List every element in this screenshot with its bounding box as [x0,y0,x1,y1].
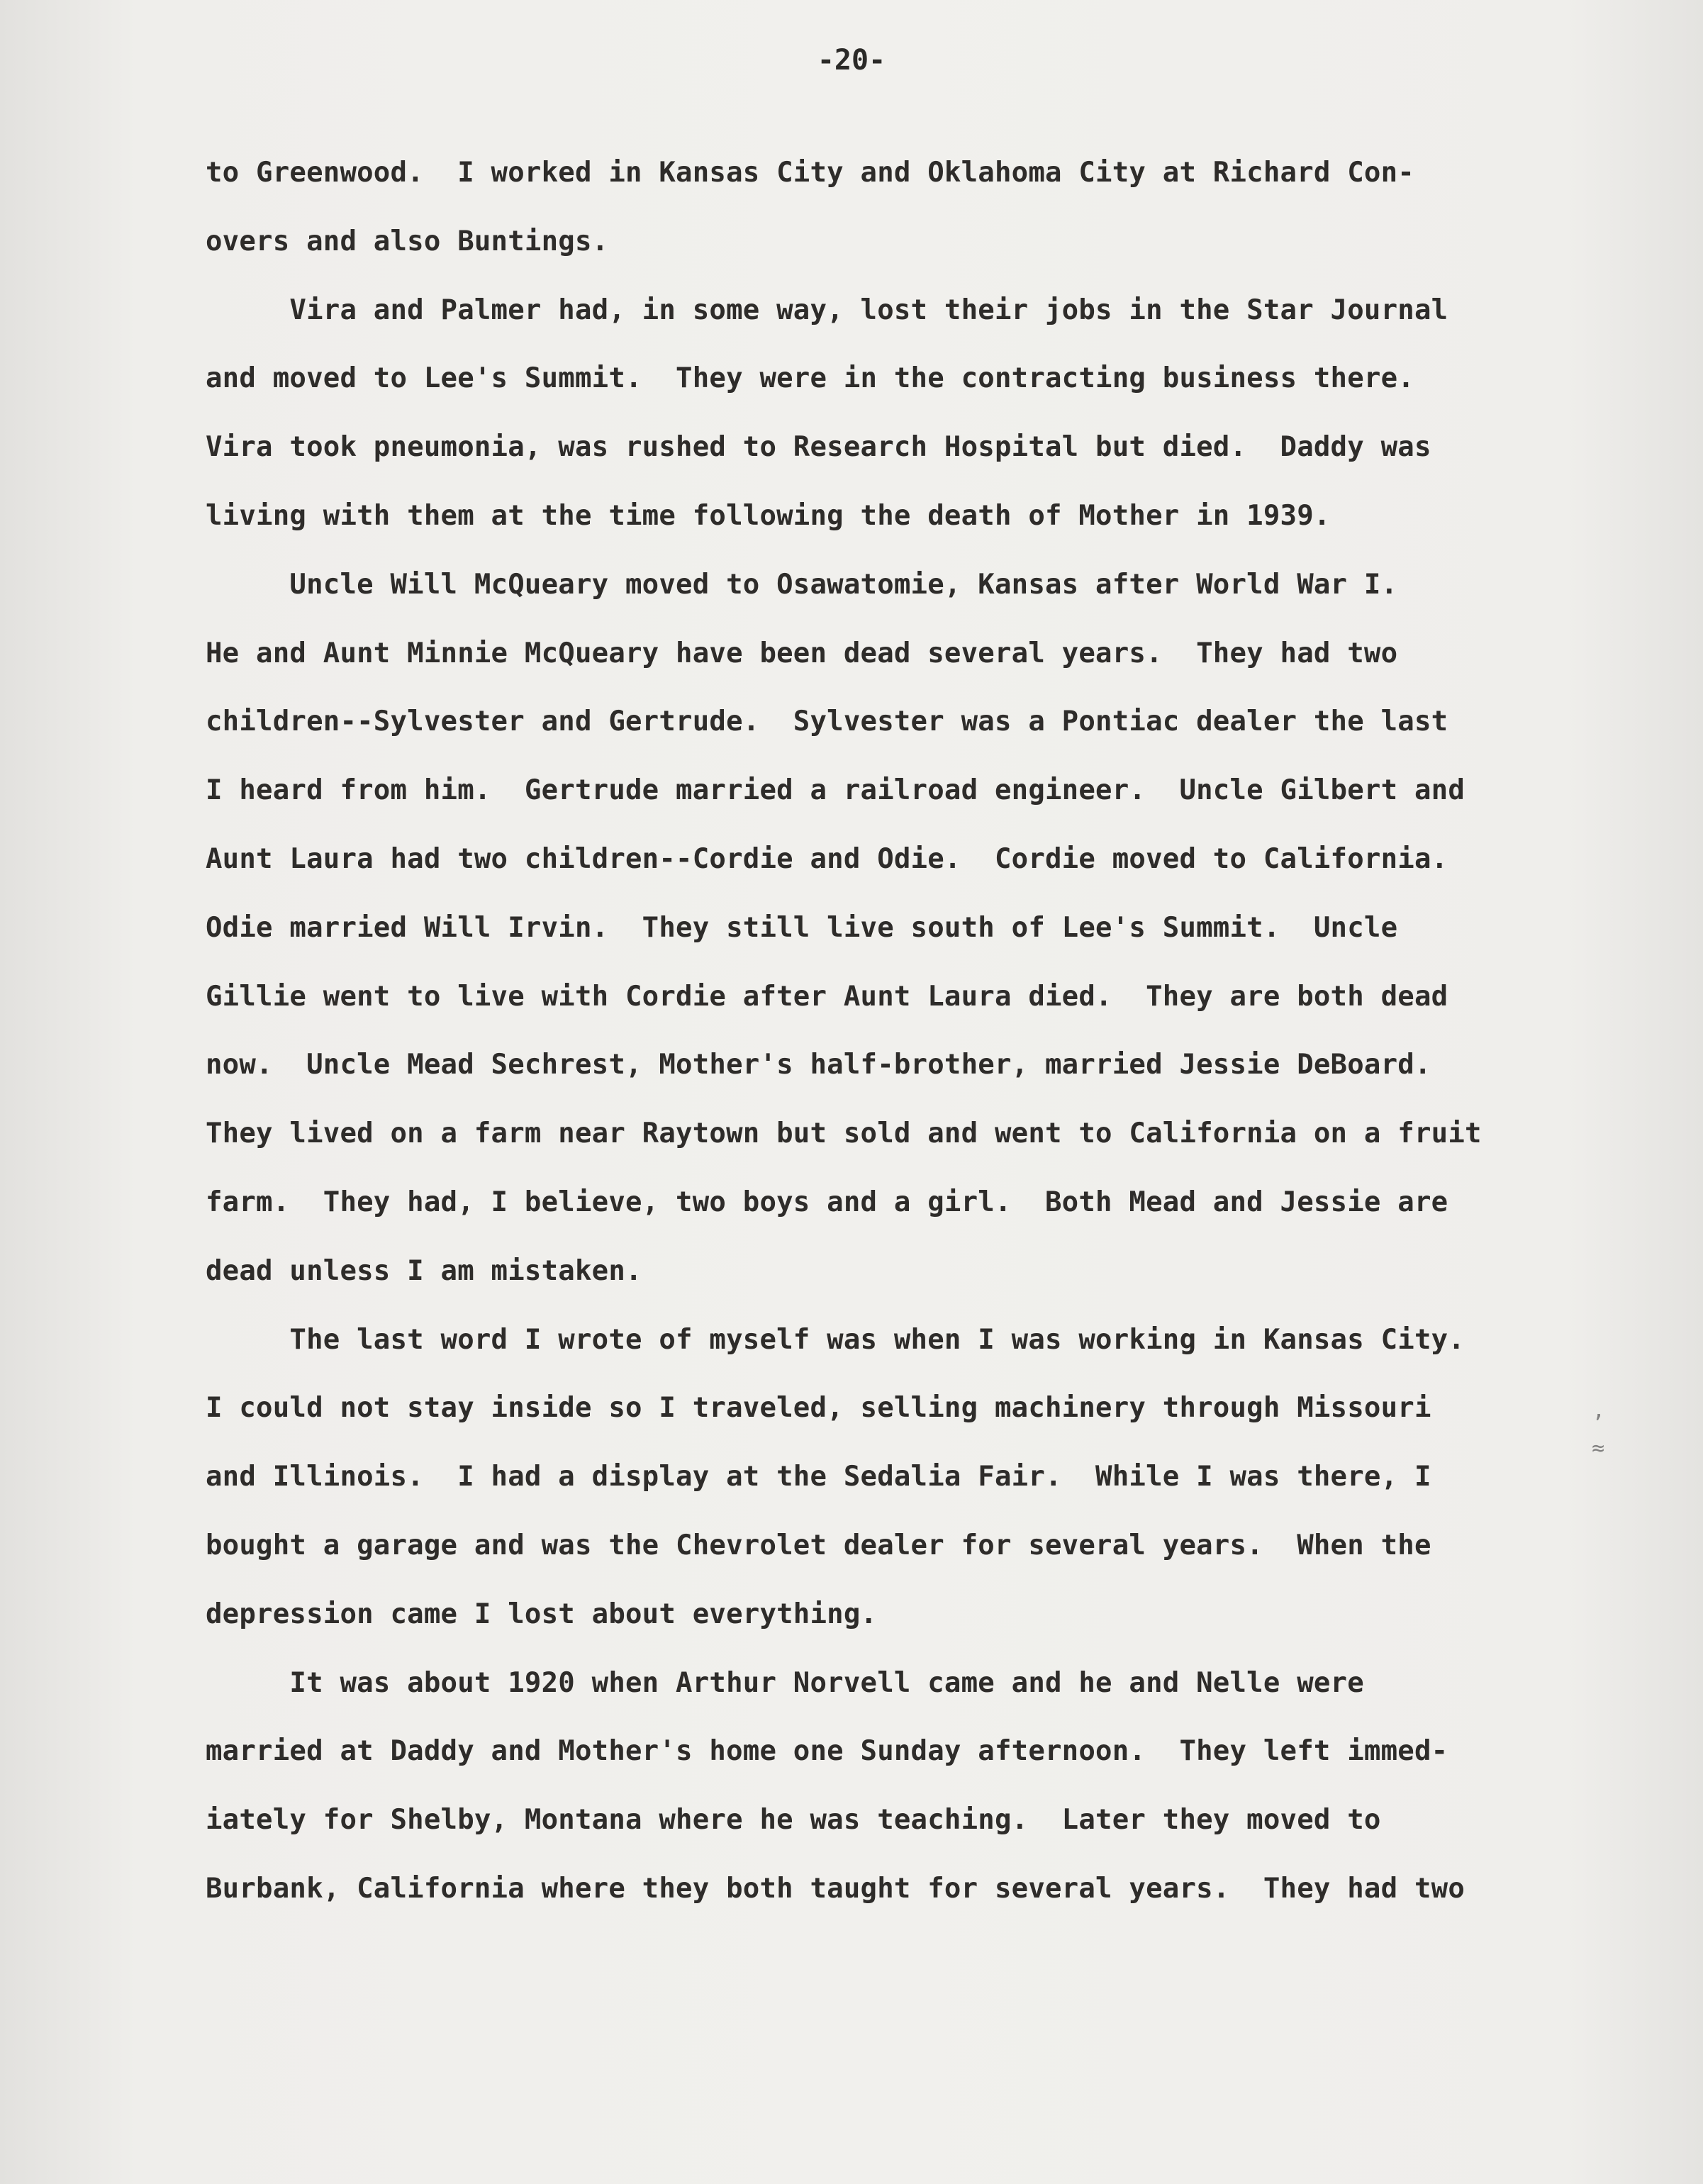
text-line: children--Sylvester and Gertrude. Sylvester was a Pontiac dealer the last [206,706,1448,737]
text-line: Uncle Will McQueary moved to Osawatomie, Kansas after World War I. [206,569,1398,601]
page-number: -20- [817,44,886,77]
text-line: They lived on a farm near Raytown but sold and went to California on a fruit [206,1118,1482,1149]
text-line: Odie married Will Irvin. They still live south of Lee's Summit. Uncle [206,912,1398,944]
text-line: now. Uncle Mead Sechrest, Mother's half-brother, married Jessie DeBoard. [206,1049,1431,1081]
stray-mark: ’ ≈ [1592,1411,1605,1461]
text-line: Vira and Palmer had, in some way, lost their jobs in the Star Journal [206,294,1448,326]
text-line: bought a garage and was the Chevrolet dealer for several years. When the [206,1530,1431,1561]
text-line: farm. They had, I believe, two boys and a girl. Both Mead and Jessie are [206,1186,1448,1218]
text-line: He and Aunt Minnie McQueary have been dead several years. They had two [206,637,1398,669]
text-line: overs and also Buntings. [206,225,609,257]
text-line: and moved to Lee's Summit. They were in the contracting business there. [206,362,1414,394]
text-line: It was about 1920 when Arthur Norvell came and he and Nelle were [206,1667,1364,1699]
text-line: Vira took pneumonia, was rushed to Research Hospital but died. Daddy was [206,431,1431,463]
text-line: living with them at the time following the death of Mother in 1939. [206,500,1331,532]
text-line: I heard from him. Gertrude married a railroad engineer. Uncle Gilbert and [206,774,1465,806]
text-line: Gillie went to live with Cordie after Aunt Laura died. They are both dead [206,981,1448,1013]
text-line: Burbank, California where they both taught for several years. They had two [206,1873,1465,1905]
text-line: married at Daddy and Mother's home one Sunday afternoon. They left immed- [206,1735,1448,1767]
text-line: dead unless I am mistaken. [206,1255,642,1287]
text-line: Aunt Laura had two children--Cordie and Odie. Cordie moved to California. [206,843,1448,875]
text-line: and Illinois. I had a display at the Sedalia Fair. While I was there, I [206,1461,1431,1493]
text-line: The last word I wrote of myself was when I was working in Kansas City. [206,1324,1465,1356]
text-line: to Greenwood. I worked in Kansas City and Oklahoma City at Richard Con- [206,157,1414,189]
text-line: depression came I lost about everything. [206,1598,878,1630]
text-line: I could not stay inside so I traveled, selling machinery through Missouri [206,1392,1431,1424]
text-line: iately for Shelby, Montana where he was teaching. Later they moved to [206,1804,1381,1836]
